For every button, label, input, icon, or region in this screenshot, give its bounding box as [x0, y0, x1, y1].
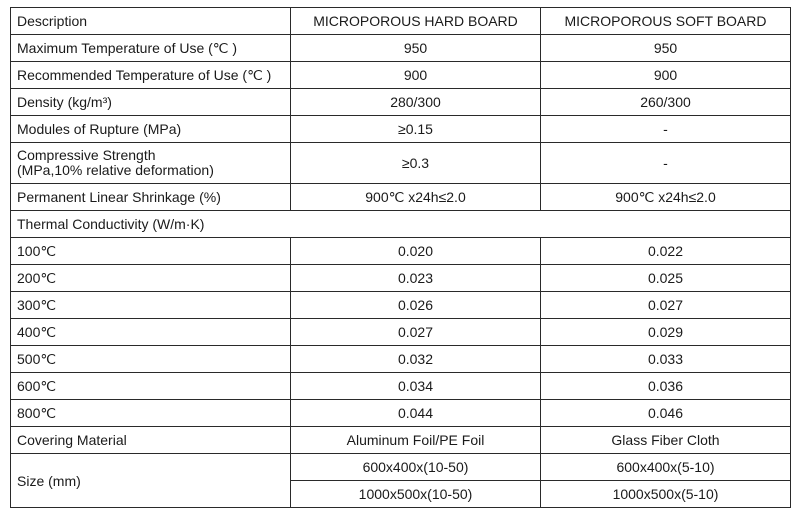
row-label: Covering Material — [11, 427, 291, 454]
soft-value: 0.027 — [541, 292, 791, 319]
temp-label: 800℃ — [11, 400, 291, 427]
compressive-label-line2: (MPa,10% relative deformation) — [17, 162, 214, 178]
hard-value: 600x400x(10-50) — [291, 454, 541, 481]
hard-value: 1000x500x(10-50) — [291, 481, 541, 508]
header-soft-board: MICROPOROUS SOFT BOARD — [541, 8, 791, 35]
table-row — [11, 89, 791, 116]
compressive-label-line1: Compressive Strength — [17, 147, 156, 163]
soft-value: 0.036 — [541, 373, 791, 400]
table-row — [11, 62, 791, 89]
temp-label: 600℃ — [11, 373, 291, 400]
thermal-section-row — [11, 211, 791, 238]
hard-value: ≥0.15 — [291, 116, 541, 143]
hard-value: 950 — [291, 35, 541, 62]
hard-value: 0.032 — [291, 346, 541, 373]
hard-value: ≥0.3 — [291, 143, 541, 184]
temp-label: 200℃ — [11, 265, 291, 292]
header-hard-board: MICROPOROUS HARD BOARD — [291, 8, 541, 35]
size-row-1 — [11, 454, 791, 481]
soft-value: 0.022 — [541, 238, 791, 265]
row-label: Modules of Rupture (MPa) — [11, 116, 291, 143]
row-label: Permanent Linear Shrinkage (%) — [11, 184, 291, 211]
row-label: Recommended Temperature of Use (℃ ) — [11, 62, 291, 89]
soft-value: - — [541, 143, 791, 184]
hard-value: 280/300 — [291, 89, 541, 116]
table-row — [11, 35, 791, 62]
row-label: Maximum Temperature of Use (℃ ) — [11, 35, 291, 62]
table-row — [11, 346, 791, 373]
soft-value: 0.033 — [541, 346, 791, 373]
table-row — [11, 373, 791, 400]
soft-value: Glass Fiber Cloth — [541, 427, 791, 454]
soft-value: 260/300 — [541, 89, 791, 116]
table-row — [11, 265, 791, 292]
hard-value: 0.034 — [291, 373, 541, 400]
soft-value: 950 — [541, 35, 791, 62]
temp-label: 500℃ — [11, 346, 291, 373]
table-row — [11, 319, 791, 346]
soft-value: 0.046 — [541, 400, 791, 427]
temp-label: 400℃ — [11, 319, 291, 346]
hard-value: 0.044 — [291, 400, 541, 427]
soft-value: 900 — [541, 62, 791, 89]
temp-label: 300℃ — [11, 292, 291, 319]
thermal-section-label: Thermal Conductivity (W/m·K) — [11, 211, 791, 238]
soft-value: 1000x500x(5-10) — [541, 481, 791, 508]
header-description: Description — [11, 8, 291, 35]
hard-value: 0.020 — [291, 238, 541, 265]
spec-table-container — [10, 7, 791, 508]
soft-value: 900℃ x24h≤2.0 — [541, 184, 791, 211]
hard-value: 900℃ x24h≤2.0 — [291, 184, 541, 211]
header-row — [11, 8, 791, 35]
soft-value: 0.025 — [541, 265, 791, 292]
soft-value: 600x400x(5-10) — [541, 454, 791, 481]
hard-value: 0.023 — [291, 265, 541, 292]
hard-value: 0.027 — [291, 319, 541, 346]
temp-label: 100℃ — [11, 238, 291, 265]
covering-row — [11, 427, 791, 454]
spec-table — [10, 7, 791, 508]
shrinkage-row — [11, 184, 791, 211]
table-row — [11, 400, 791, 427]
hard-value: Aluminum Foil/PE Foil — [291, 427, 541, 454]
table-row — [11, 292, 791, 319]
compressive-label — [11, 143, 291, 184]
size-label: Size (mm) — [11, 454, 291, 508]
compressive-row — [11, 143, 791, 184]
table-row — [11, 238, 791, 265]
table-row — [11, 116, 791, 143]
hard-value: 0.026 — [291, 292, 541, 319]
row-label: Density (kg/m³) — [11, 89, 291, 116]
soft-value: - — [541, 116, 791, 143]
hard-value: 900 — [291, 62, 541, 89]
soft-value: 0.029 — [541, 319, 791, 346]
